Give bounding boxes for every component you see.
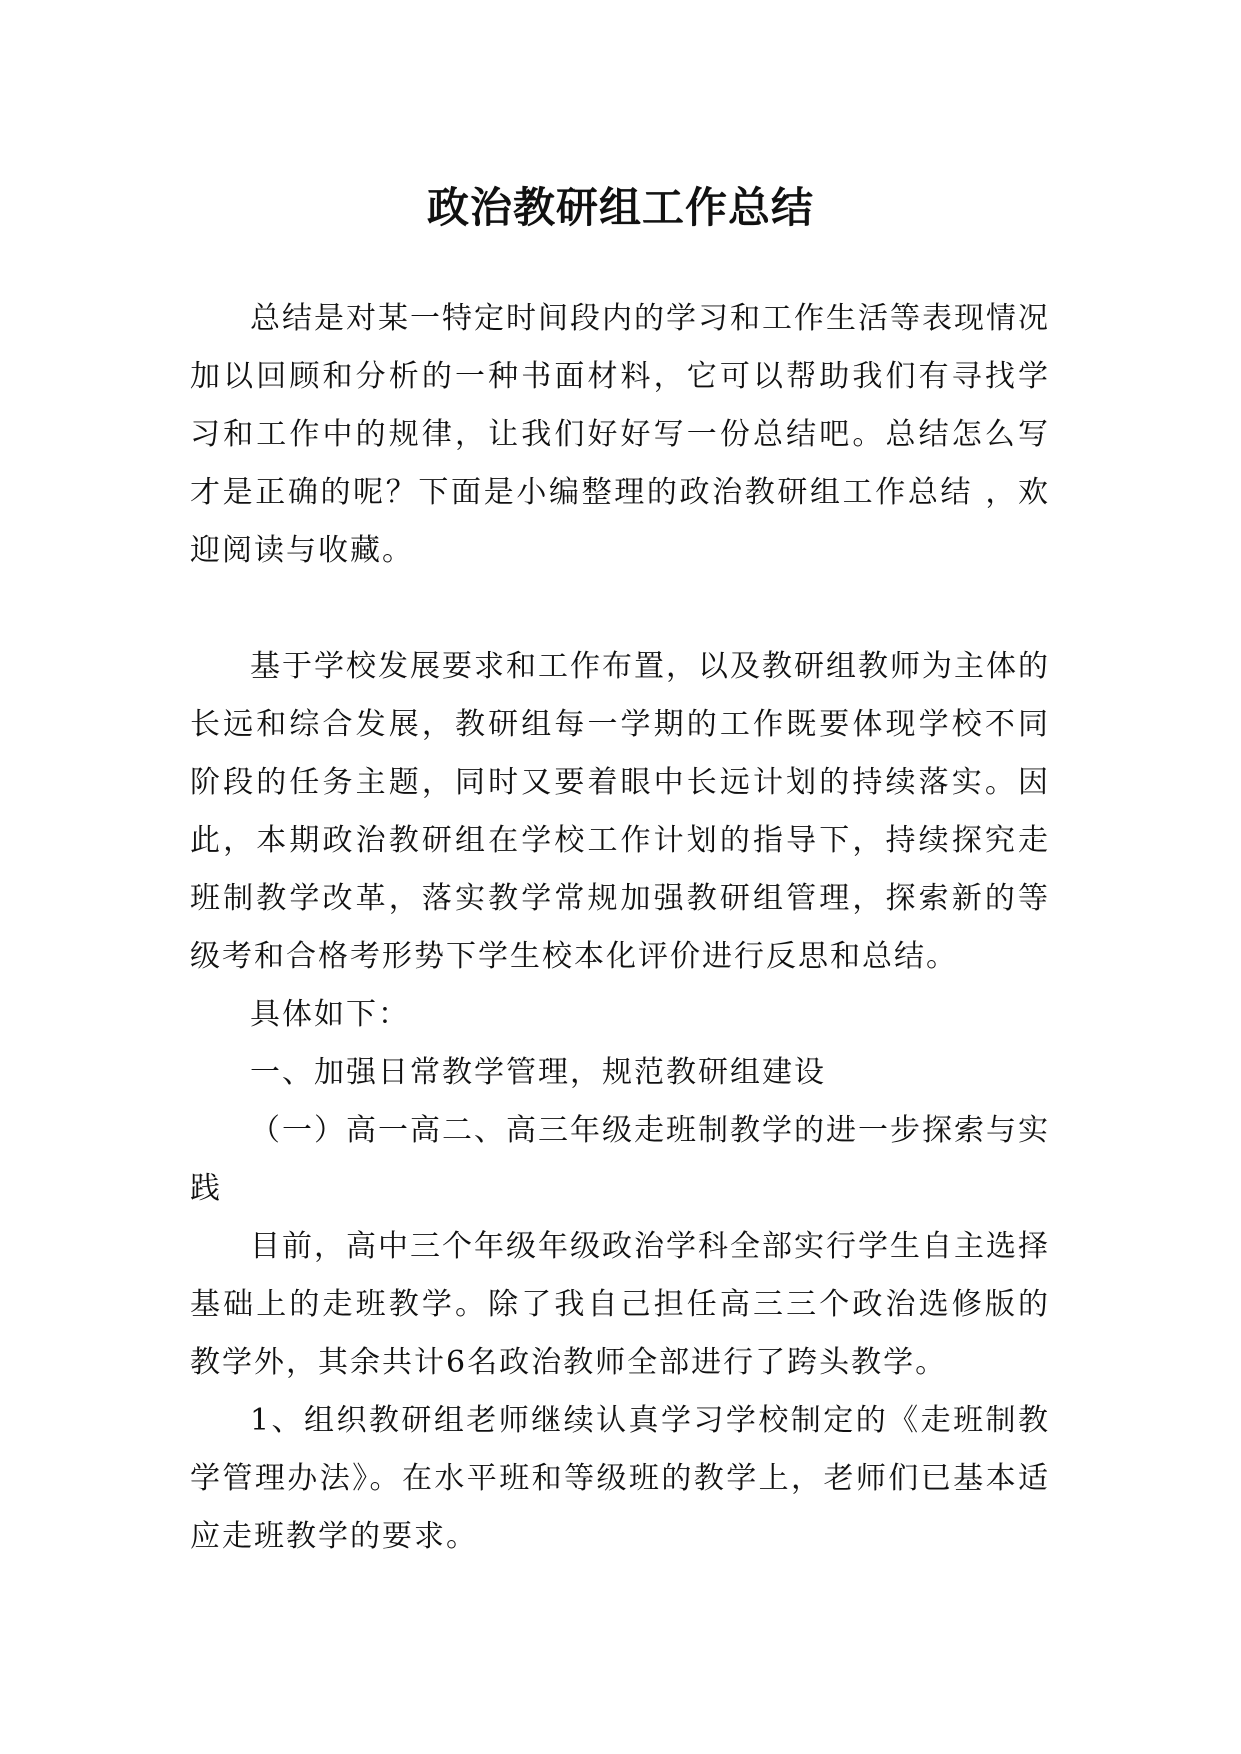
subsection-heading: （一）高一高二、高三年级走班制教学的进一步探索与实践 <box>190 1113 1050 1206</box>
background-paragraph: 基于学校发展要求和工作布置，以及教研组教师为主体的长远和综合发展，教研组每一学期的工作既要体现学校不同阶段的任务主题，同时又要着眼中长远计划的持续落实。因此，本期政治教研组在学校工作计划的指导下，持续探究走班制教学改革，落实教学常规加强教研组管理，探索新的等级考和合格考形势下学生校本化评价进行反思和总结。 <box>190 649 1050 974</box>
current-status-paragraph: 目前，高中三个年级年级政治学科全部实行学生自主选择基础上的走班教学。除了我自己担任高三三个政治选修版的教学外，其余共计6名政治教师全部进行了跨头教学。 <box>190 1229 1050 1380</box>
document-body <box>190 290 1050 1566</box>
item-1-paragraph: 1、组织教研组老师继续认真学习学校制定的《走班制教学管理办法》。在水平班和等级班的教学上，老师们已基本适应走班教学的要求。 <box>190 1403 1050 1554</box>
section-heading: 一、加强日常教学管理，规范教研组建设 <box>250 1055 826 1090</box>
details-lead-paragraph: 具体如下： <box>250 997 410 1032</box>
intro-paragraph: 总结是对某一特定时间段内的学习和工作生活等表现情况加以回顾和分析的一种书面材料，它可以帮助我们有寻找学习和工作中的规律，让我们好好写一份总结吧。总结怎么写才是正确的呢？下面是小编整理的政治教研组工作总结 ，欢迎阅读与收藏。 <box>190 301 1050 568</box>
document-title: 政治教研组工作总结 <box>426 183 814 233</box>
